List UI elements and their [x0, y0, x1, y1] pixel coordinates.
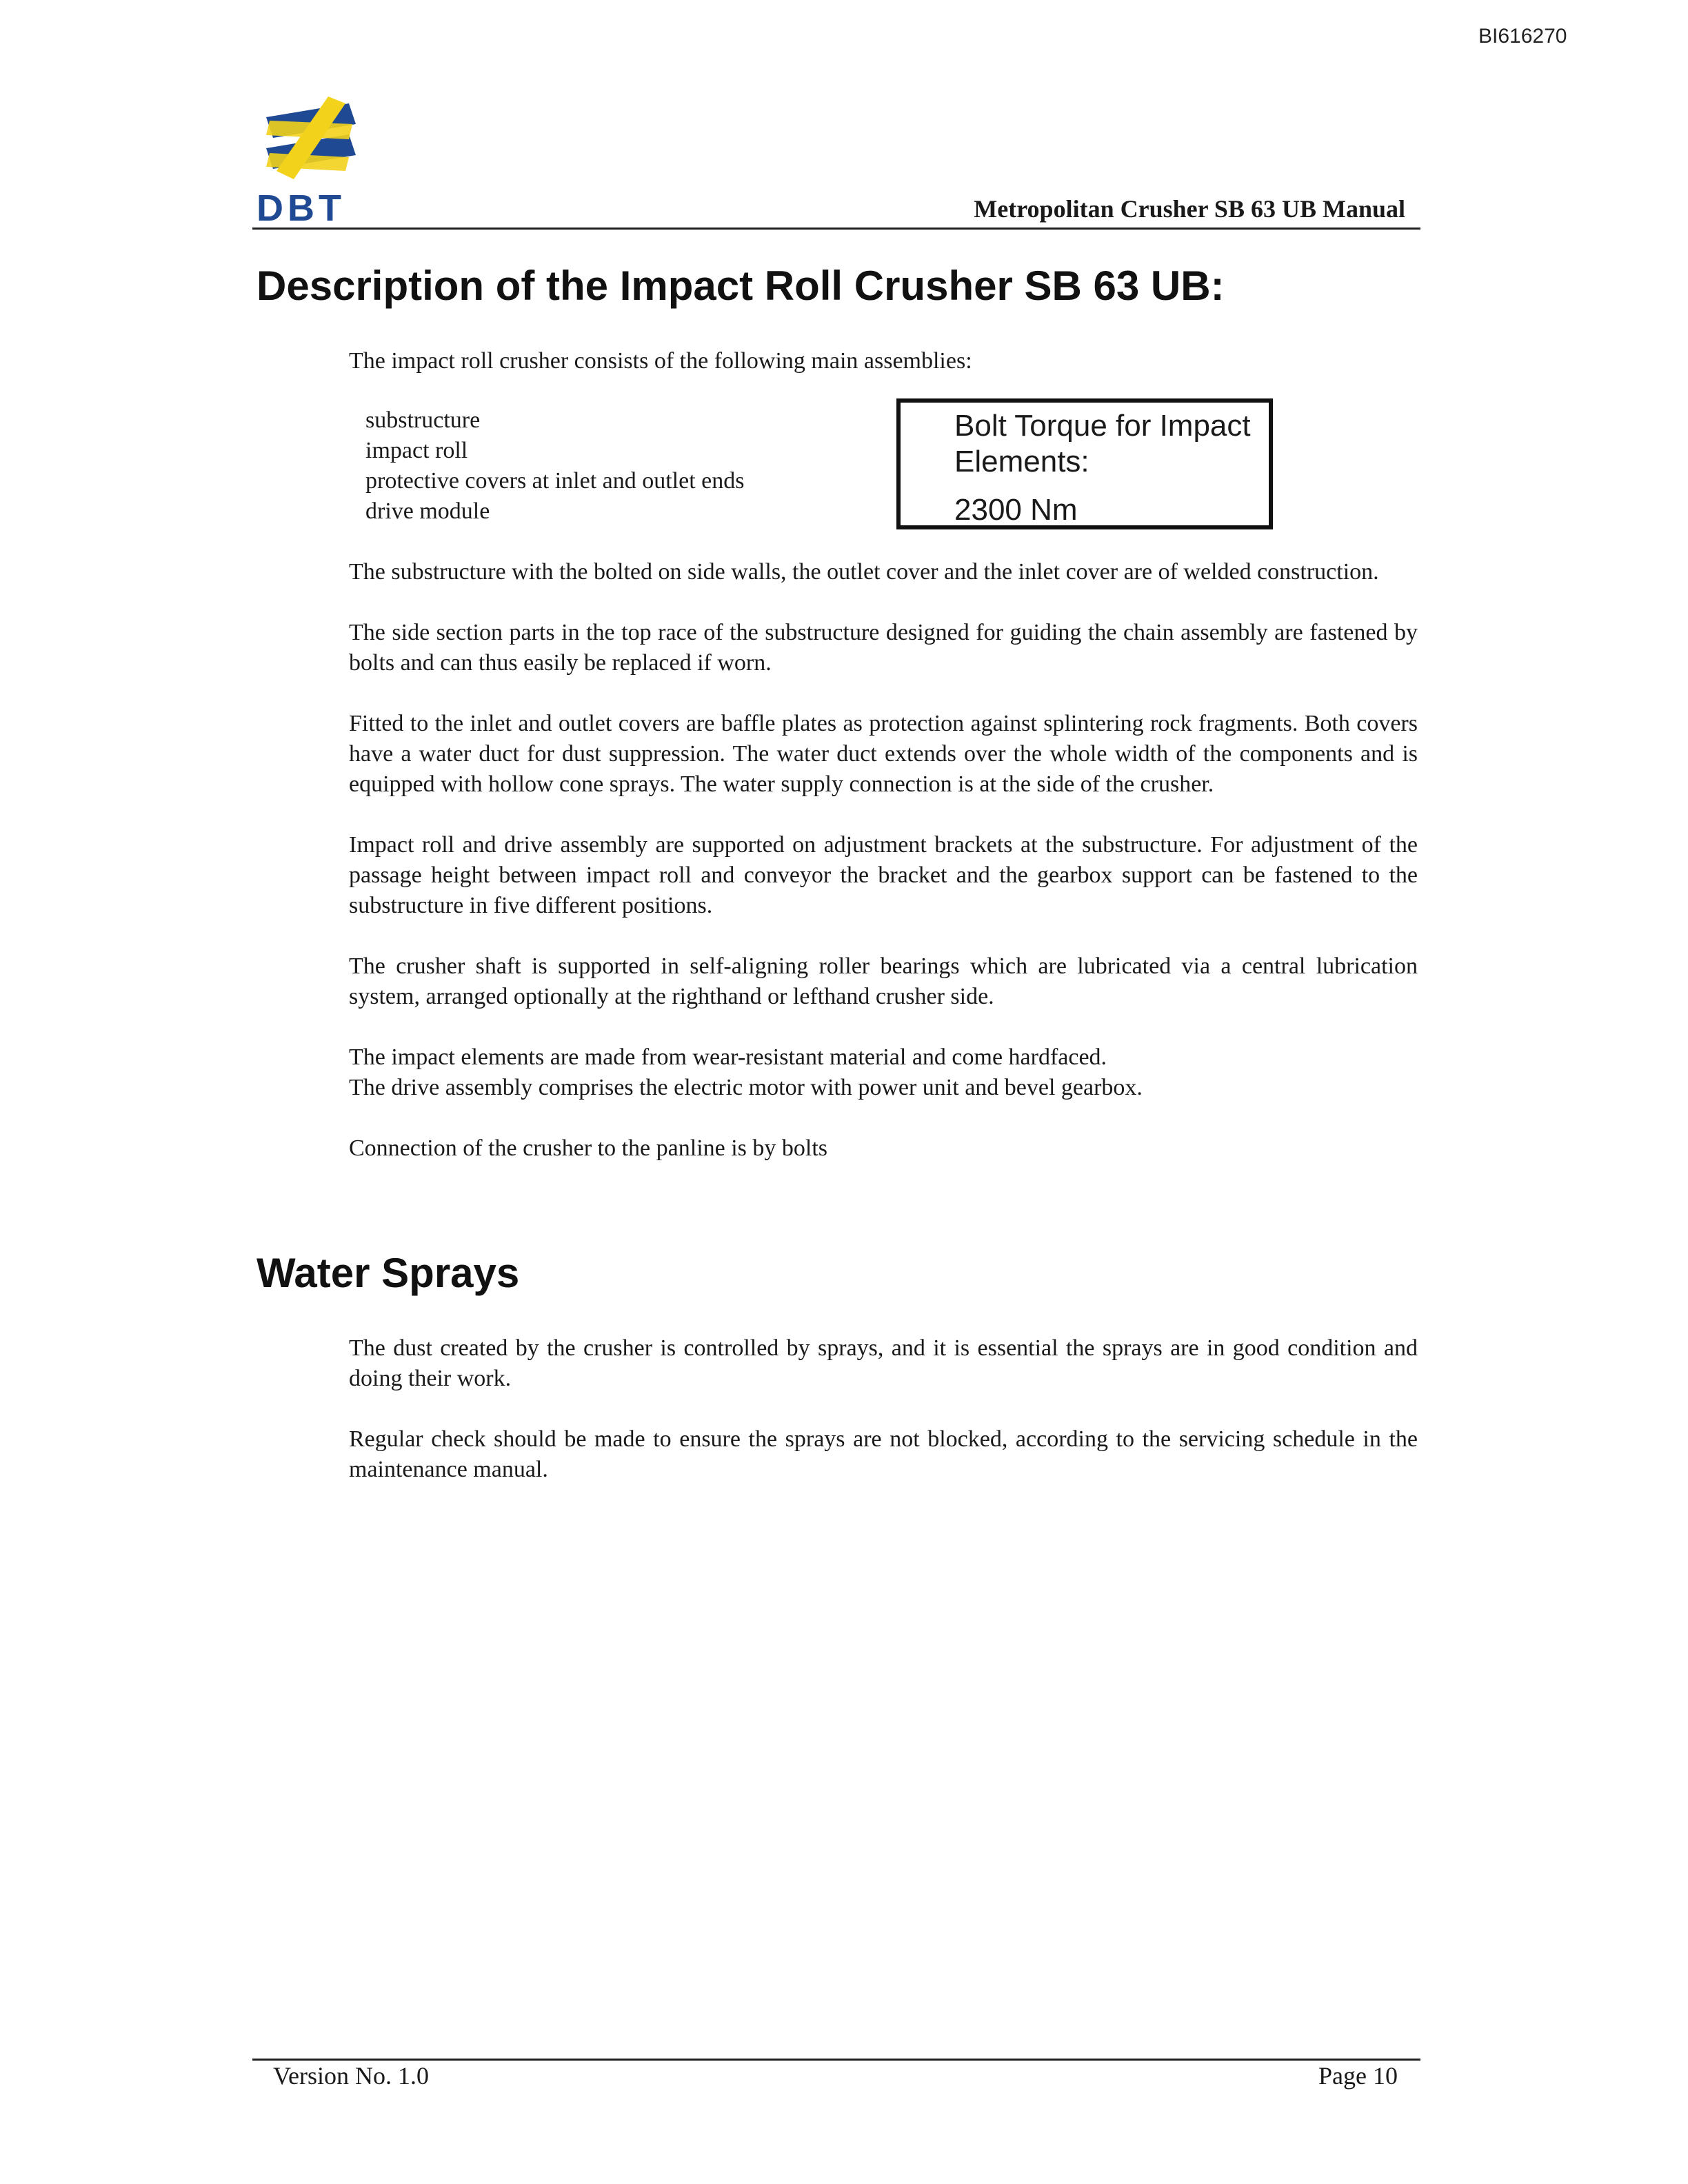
paragraph: Impact roll and drive assembly are supported on adjustment brackets at the substructure. For adjustment of the passage height between impact roll and conveyor the bracket and the gearbox support can be fastened to the substructure in five different positions.	[349, 832, 1418, 918]
list-item: substructure	[365, 407, 481, 433]
torque-value: 2300 Nm	[954, 493, 1078, 527]
manual-title: Metropolitan Crusher SB 63 UB Manual	[974, 195, 1405, 223]
paragraph: Regular check should be made to ensure the sprays are not blocked, according to the servicing schedule in the maintenance manual.	[349, 1426, 1418, 1482]
paragraph: The side section parts in the top race of the substructure designed for guiding the chain assembly are fastened by bolts and can thus easily be replaced if worn.	[349, 620, 1418, 676]
water-sprays-body	[349, 1333, 1418, 1515]
svg-text:DBT: DBT	[257, 188, 345, 228]
paragraph: The impact elements are made from wear-resistant material and come hardfaced.	[349, 1044, 1107, 1070]
description-body	[349, 557, 1418, 1194]
paragraph: Fitted to the inlet and outlet covers are baffle plates as protection against splintering rock fragments. Both covers have a water duct for dust suppression. The water duct extends over the whole width of the components and is equipped with hollow cone sprays. The water supply connection is at the side of the crusher.	[349, 711, 1418, 797]
assembly-list	[365, 405, 744, 527]
section-heading-water-sprays: Water Sprays	[257, 1250, 520, 1296]
footer-rule	[252, 2059, 1420, 2061]
bolt-torque-box	[896, 398, 1273, 529]
intro-text: The impact roll crusher consists of the following main assemblies:	[349, 348, 972, 374]
section-heading-description: Description of the Impact Roll Crusher SB 63 UB:	[257, 263, 1225, 309]
paragraph: The substructure with the bolted on side walls, the outlet cover and the inlet cover are of welded construction.	[349, 559, 1379, 585]
document-id: BI616270	[1478, 25, 1567, 48]
version-number: Version No. 1.0	[273, 2062, 429, 2090]
paragraph: The dust created by the crusher is controlled by sprays, and it is essential the sprays are in good condition and doing their work.	[349, 1335, 1418, 1391]
paragraph: The drive assembly comprises the electric motor with power unit and bevel gearbox.	[349, 1075, 1143, 1100]
header-rule	[252, 228, 1420, 230]
list-item: drive module	[365, 498, 490, 524]
paragraph: The crusher shaft is supported in self-aligning roller bearings which are lubricated via a central lubrication system, arranged optionally at the righthand or lefthand crusher side.	[349, 953, 1418, 1009]
torque-label: Bolt Torque for Impact Elements:	[954, 409, 1251, 478]
page-number: Page 10	[1318, 2062, 1398, 2090]
list-item: impact roll	[365, 438, 468, 463]
intro-paragraph	[349, 346, 1418, 376]
dbt-logo	[252, 90, 370, 228]
list-item: protective covers at inlet and outlet ends	[365, 468, 745, 494]
paragraph: Connection of the crusher to the panline is by bolts	[349, 1135, 828, 1161]
